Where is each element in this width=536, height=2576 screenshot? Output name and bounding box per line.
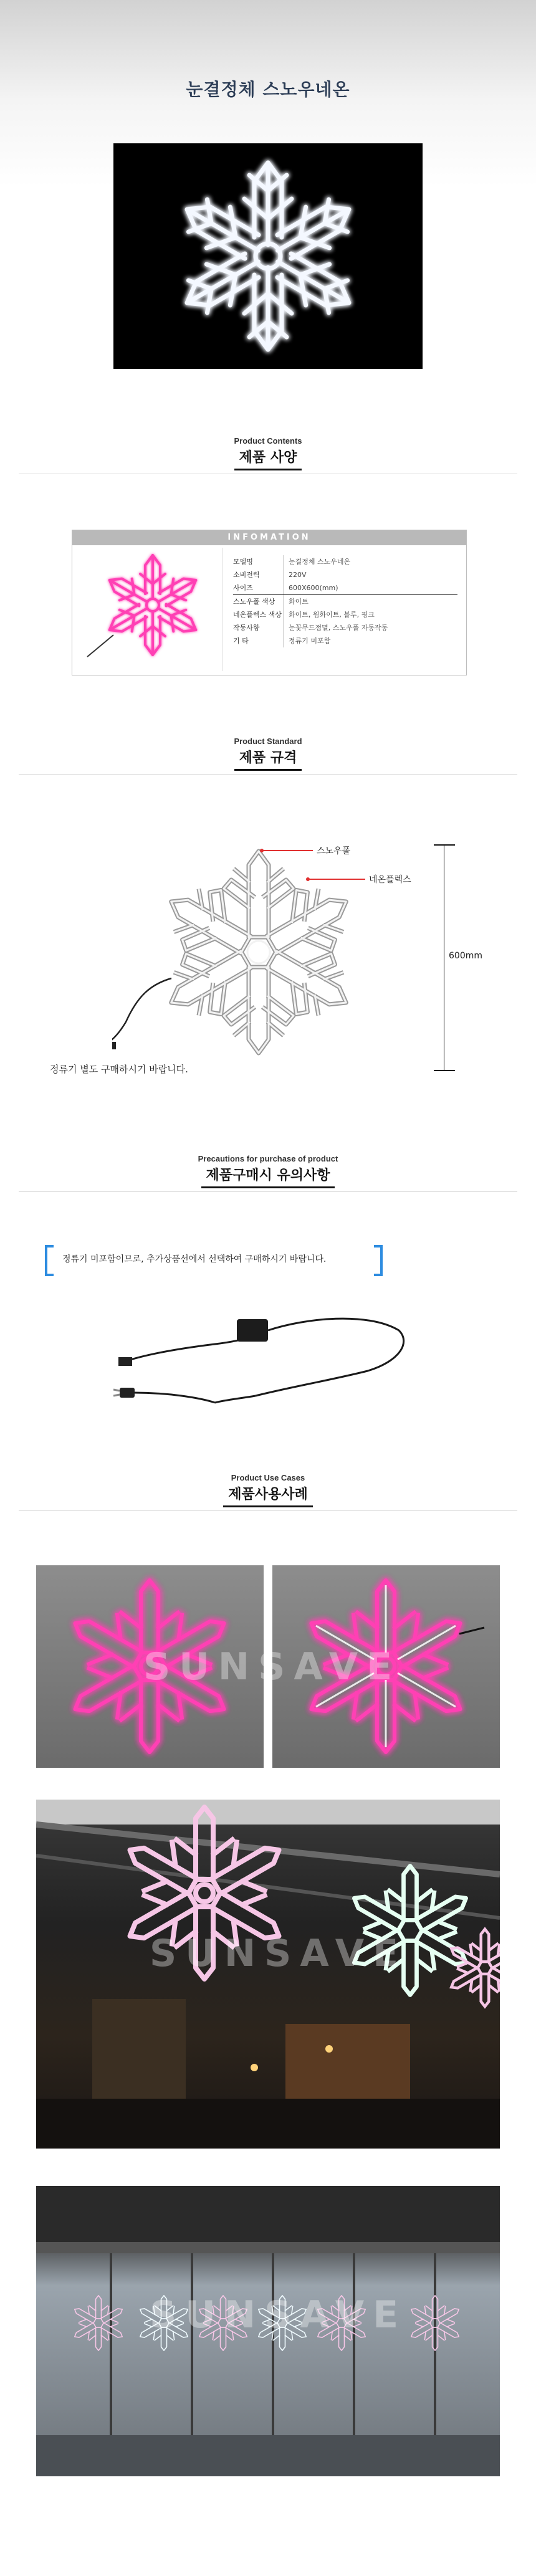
snowfall-label: 스노우폴 [317,846,351,856]
standard-subtitle: Product Standard [234,737,302,746]
spec-row [233,608,457,621]
product-title: 눈결정체 스노우네온 [186,79,350,100]
spec-table-header: INFOMATION [72,530,466,545]
dimension-cap-top [434,844,455,846]
spec-value: 눈결정체 스노우네온 [283,555,457,568]
bracket-right [374,1245,383,1276]
standard-heading [0,737,536,771]
cases-heading [0,1473,536,1507]
precautions-title: 제품구매시 유의사항 [201,1165,335,1188]
neonflex-label: 네온플렉스 [369,875,411,885]
dimension-cap-bottom [434,1070,455,1071]
precautions-heading [0,1154,536,1188]
standard-title: 제품 규격 [234,747,302,771]
spec-row [233,594,457,608]
spec-row [233,555,457,568]
spec-table [72,530,467,675]
contents-subtitle: Product Contents [234,436,302,446]
rectifier-cable-photo [106,1293,418,1405]
bracket-left [45,1245,54,1276]
precautions-divider [19,1191,517,1192]
spec-key: 네온플렉스 색상 [233,611,282,619]
spec-row [233,621,457,634]
neonflex-callout-line [308,879,365,880]
spec-row [233,581,457,594]
precautions-subtitle: Precautions for purchase of product [198,1154,338,1163]
standard-divider [19,774,517,775]
spec-value: 화이트, 웜화이트, 블루, 핑크 [283,608,457,621]
dimension-label: 600mm [449,951,482,961]
spec-key: 스노우폴 색상 [233,598,275,606]
spec-row [233,634,457,647]
standard-snowflake-diagram [112,835,386,1084]
spec-value: 화이트 [283,595,457,608]
spec-key: 작동사항 [233,624,260,632]
precaution-note: 정류기 미포함이므로, 추가상품선에서 선택하여 구매하시기 바랍니다. [62,1254,327,1264]
cases-subtitle: Product Use Cases [231,1473,305,1482]
cases-title: 제품사용사례 [223,1484,313,1507]
snowfall-callout-line [262,850,313,851]
spec-key: 모델명 [233,558,253,566]
spec-key: 기 타 [233,637,249,645]
contents-title: 제품 사양 [234,447,302,470]
spec-key: 소비전력 [233,571,260,579]
watermark-1: SUNSAVE [143,1645,401,1689]
spec-pink-snowflake-photo [75,548,223,671]
rectifier-note: 정류기 별도 구매하시기 바랍니다. [50,1064,188,1075]
spec-value: 220V [283,568,457,581]
cases-divider [19,1510,517,1511]
watermark-3: SUNSAVE [150,2293,408,2337]
spec-value: 정류기 미포함 [283,634,457,647]
spec-row [233,568,457,581]
spec-rows [233,555,457,647]
spec-value: 600X600(mm) [283,581,457,594]
contents-heading [0,436,536,470]
spec-key: 사이즈 [233,584,253,592]
watermark-2: SUNSAVE [150,1932,408,1975]
hero-product-photo [113,143,423,369]
spec-value: 눈꽃무드점멸, 스노우폴 자동작동 [283,621,457,634]
